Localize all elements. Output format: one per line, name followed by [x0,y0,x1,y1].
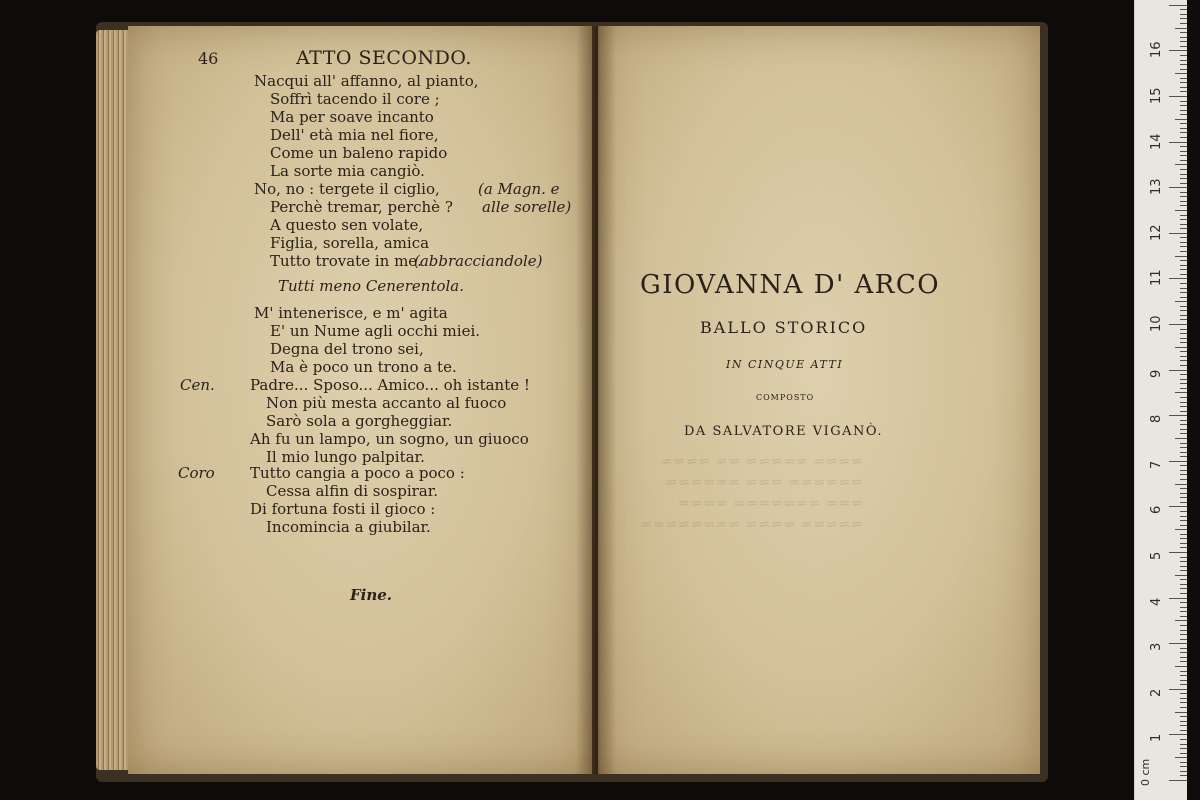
ruler-tick [1180,283,1187,284]
ruler-tick [1180,474,1187,475]
ruler-tick [1169,734,1187,735]
subtitle: BALLO STORICO [700,318,868,337]
ruler-tick [1180,342,1187,343]
ruler-tick [1180,174,1187,175]
ruler-tick [1180,379,1187,380]
ruler-tick [1175,712,1187,713]
ruler-tick [1180,55,1187,56]
ruler-tick [1180,388,1187,389]
ruler-tick [1180,420,1187,421]
ruler-tick [1180,169,1187,170]
ruler-tick [1180,493,1187,494]
ruler-tick [1169,552,1187,553]
ruler-tick [1169,598,1187,599]
ruler-tick [1175,392,1187,393]
verse-line: Ah fu un lampo, un sogno, un giuoco [250,430,529,448]
verse-line: Tutto cangia a poco a poco : [250,464,465,482]
ruler-tick [1180,602,1187,603]
ruler-tick [1180,123,1187,124]
ruler-number: 3 [1149,642,1164,652]
ruler-tick [1169,324,1187,325]
book-gutter [576,26,616,774]
ruler-tick [1180,557,1187,558]
ruler-tick [1175,484,1187,485]
ruler-tick [1180,675,1187,676]
ruler-tick [1175,256,1187,257]
ruler-tick [1175,164,1187,165]
ruler-tick [1180,114,1187,115]
ruler-tick [1180,205,1187,206]
ruler-tick [1180,511,1187,512]
ruler-tick [1180,192,1187,193]
ruler-tick [1169,370,1187,371]
ruler-tick [1180,228,1187,229]
ruler-tick [1175,666,1187,667]
page-number: 46 [198,49,219,68]
ruler-tick [1180,178,1187,179]
verse-line: Ma è poco un trono a te. [270,358,457,376]
verse-line: La sorte mia cangiò. [270,162,425,180]
ruler-tick [1180,338,1187,339]
ruler-tick [1180,456,1187,457]
ruler-tick [1180,671,1187,672]
speaker-name: Coro [178,464,215,482]
verse-line: Nacqui all' affanno, al pianto, [254,72,479,90]
acts-label: IN CINQUE ATTI [726,358,844,371]
ruler-tick [1180,351,1187,352]
verse-line: Sarò sola a gorgheggiar. [266,412,453,430]
verse-line: Padre... Sposo... Amico... oh istante ! [250,376,530,394]
ruler-tick [1180,288,1187,289]
ruler-tick [1180,360,1187,361]
stage-direction: alle sorelle) [482,198,572,216]
ruler-tick [1180,41,1187,42]
ruler-tick [1180,525,1187,526]
ruler-tick [1180,443,1187,444]
ruler-tick [1169,233,1187,234]
ruler-tick [1175,438,1187,439]
ruler-tick [1180,78,1187,79]
ruler-tick [1169,506,1187,507]
verse-line: Il mio lungo palpitar. [266,448,425,466]
ruler-tick [1180,465,1187,466]
ruler-tick [1169,5,1187,6]
ruler-tick [1180,146,1187,147]
verse-line: Tutto trovate in me. [270,252,422,270]
ruler-tick [1180,748,1187,749]
ruler-tick [1180,424,1187,425]
author-line: DA SALVATORE VIGANÒ. [684,424,883,439]
ruler-tick [1180,292,1187,293]
ruler-tick [1169,689,1187,690]
ruler-tick [1180,82,1187,83]
ruler-tick [1180,9,1187,10]
verse-line: A questo sen volate, [270,216,424,234]
verse-line: Cessa alfin di sospirar. [266,482,439,500]
ruler-tick [1175,575,1187,576]
ruler-tick [1180,730,1187,731]
ruler-tick [1180,725,1187,726]
ruler-tick [1180,329,1187,330]
ruler-tick [1180,766,1187,767]
ruler-tick [1180,625,1187,626]
ruler-number: 6 [1149,506,1164,515]
ruler-tick [1180,707,1187,708]
ruler-number: 1 [1149,734,1164,743]
ruler-tick [1180,383,1187,384]
ruler-tick [1180,661,1187,662]
ruler-tick [1180,570,1187,571]
ruler-number: 2 [1149,688,1164,697]
ruler-tick [1180,356,1187,357]
ruler-number: 10 [1149,315,1164,332]
ruler-number: 16 [1149,41,1164,59]
ruler-tick [1180,538,1187,539]
ruler-tick [1180,365,1187,366]
ruler-tick [1180,201,1187,202]
page-header: ATTO SECONDO. [296,47,472,69]
ruler-tick [1175,347,1187,348]
ruler-tick [1180,762,1187,763]
ruler-tick [1180,224,1187,225]
ruler-tick [1180,680,1187,681]
ruler-tick [1180,274,1187,275]
ruler-tick [1180,23,1187,24]
ruler-tick [1180,534,1187,535]
ruler-tick [1180,306,1187,307]
measuring-ruler [1134,0,1187,800]
title: GIOVANNA D' ARCO [640,270,941,300]
ruler-tick [1180,101,1187,102]
speaker-name: Cen. [180,376,215,394]
ruler-tick [1180,657,1187,658]
ruler-tick [1180,470,1187,471]
ruler-tick [1180,543,1187,544]
ruler-tick [1175,119,1187,120]
ruler-tick [1180,196,1187,197]
ruler-tick [1180,237,1187,238]
ruler-tick [1180,693,1187,694]
show-through-text: ≈≈≈≈ ≈≈≈≈≈ ≈≈ ≈≈≈≈ ≈≈≈≈≈≈ ≈≈≈ ≈≈≈≈≈≈ ≈≈≈ ≈≈≈≈≈≈≈ ≈≈≈≈ ≈≈≈≈≈ ≈≈≈≈ ≈≈≈≈≈≈≈≈ [640,452,864,533]
ruler-tick [1169,142,1187,143]
ruler-tick [1180,739,1187,740]
ruler-tick [1180,406,1187,407]
verse-line: Soffrì tacendo il core ; [270,90,440,108]
verse-line: Non più mesta accanto al fuoco [266,394,507,412]
ruler-tick [1180,151,1187,152]
ruler-number: 9 [1149,369,1164,378]
ruler-tick [1180,652,1187,653]
ruler-tick [1169,50,1187,51]
verse-line: E' un Nume agli occhi miei. [270,322,481,340]
ruler-tick [1180,771,1187,772]
ruler-tick [1180,319,1187,320]
verse-line: Perchè tremar, perchè ? [270,198,453,216]
ruler-number: 8 [1149,414,1164,424]
verse-line: Degna del trono sei, [270,340,424,358]
ruler-tick [1180,160,1187,161]
ruler-tick [1180,69,1187,70]
ruler-tick [1180,452,1187,453]
ruler-tick [1180,64,1187,65]
ruler-tick [1180,269,1187,270]
ruler-tick [1180,630,1187,631]
ruler-tick [1180,611,1187,612]
ruler-tick [1180,14,1187,15]
ruler-tick [1180,251,1187,252]
ruler-tick [1180,333,1187,334]
ruler-tick [1180,60,1187,61]
ruler-tick [1180,634,1187,635]
ruler-tick [1180,137,1187,138]
ruler-tick [1180,753,1187,754]
ruler-tick [1180,607,1187,608]
ruler-tick [1180,698,1187,699]
ruler-tick [1180,593,1187,594]
ruler-tick [1175,73,1187,74]
ruler-number: 4 [1149,597,1164,606]
ruler-tick [1169,96,1187,97]
ruler-tick [1180,105,1187,106]
ruler-tick [1169,643,1187,644]
ruler-tick [1180,374,1187,375]
ruler-tick [1175,210,1187,211]
ruler-tick [1180,721,1187,722]
ruler-tick [1180,183,1187,184]
ruler-tick [1180,447,1187,448]
ruler-tick [1169,415,1187,416]
right-page [598,26,1040,774]
verse-line: Dell' età mia nel fiore, [270,126,439,144]
ruler-tick [1175,529,1187,530]
ruler-tick [1180,215,1187,216]
ruler-tick [1180,433,1187,434]
ruler-tick [1180,397,1187,398]
ruler-tick [1180,502,1187,503]
ruler-tick [1169,461,1187,462]
stage-direction: (abbracciandole) [414,252,543,270]
ruler-tick [1180,155,1187,156]
ruler-tick [1180,411,1187,412]
ruler-tick [1180,561,1187,562]
ruler-number: 15 [1149,87,1164,104]
ruler-tick [1180,547,1187,548]
verse-line: Ma per soave incanto [270,108,434,126]
ruler-number: 5 [1149,551,1164,560]
ruler-tick [1180,91,1187,92]
ruler-tick [1180,488,1187,489]
composto-label: COMPOSTO [756,393,815,402]
ruler-tick [1180,260,1187,261]
ruler-number: 11 [1149,269,1164,287]
verse-line: No, no : tergete il ciglio, [254,180,440,198]
verse-line: M' intenerisce, e m' agita [254,304,448,322]
ruler-unit-label: 0 cm [1139,758,1152,786]
ruler-tick [1180,246,1187,247]
ruler-tick [1169,780,1187,781]
ruler-tick [1180,87,1187,88]
verse-line: Come un baleno rapido [270,144,448,162]
ruler-tick [1180,37,1187,38]
ruler-tick [1180,429,1187,430]
tutti-heading: Tutti meno Cenerentola. [278,277,465,295]
ruler-number: 12 [1149,224,1164,241]
ruler-tick [1180,310,1187,311]
verse-line: Figlia, sorella, amica [270,234,430,252]
ruler-tick [1180,110,1187,111]
ruler-tick [1180,497,1187,498]
ruler-tick [1175,301,1187,302]
ruler-tick [1180,46,1187,47]
ruler-tick [1180,242,1187,243]
verse-line: Di fortuna fosti il gioco : [250,500,436,518]
ruler-tick [1180,479,1187,480]
ruler-tick [1180,639,1187,640]
ruler-tick [1180,702,1187,703]
ruler-tick [1180,648,1187,649]
ruler-number: 7 [1149,460,1164,469]
ruler-tick [1180,716,1187,717]
ruler-tick [1180,132,1187,133]
ruler-tick [1180,219,1187,220]
ruler-tick [1175,620,1187,621]
verse-line: Incomincia a giubilar. [266,518,431,536]
fine-label: Fine. [350,586,393,604]
stage-direction: (a Magn. e [478,180,560,198]
ruler-tick [1180,616,1187,617]
ruler-tick [1180,128,1187,129]
ruler-tick [1180,18,1187,19]
ruler-tick [1169,187,1187,188]
ruler-tick [1180,315,1187,316]
ruler-tick [1180,265,1187,266]
ruler-tick [1180,402,1187,403]
ruler-tick [1180,584,1187,585]
ruler-tick [1169,278,1187,279]
ruler-tick [1180,566,1187,567]
ruler-tick [1180,775,1187,776]
ruler-tick [1180,588,1187,589]
ruler-number: 13 [1149,178,1164,196]
ruler-tick [1180,297,1187,298]
ruler-tick [1180,520,1187,521]
ruler-tick [1175,28,1187,29]
ruler-number: 14 [1149,133,1164,150]
ruler-tick [1180,516,1187,517]
ruler-tick [1180,744,1187,745]
ruler-tick [1180,684,1187,685]
ruler-tick [1180,579,1187,580]
ruler-tick [1175,757,1187,758]
ruler-tick [1180,32,1187,33]
